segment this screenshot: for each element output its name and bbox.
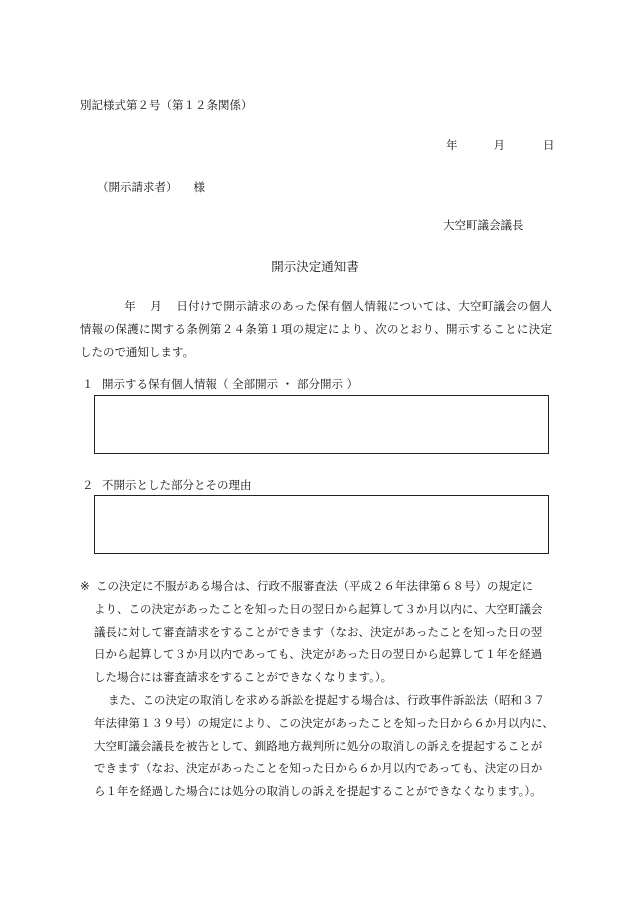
notice-line: ら１年を経過した場合には処分の取消しの訴えを提起することができなくなります。）。	[94, 784, 542, 799]
notice-line: 年法律第１３９号）の規定により、この決定があったことを知った日から６か月以内に、	[94, 715, 554, 730]
notice-line: 日から起算して３か月以内であっても、決定があった日の翌日から起算して１年を経過	[94, 647, 543, 662]
date-month: 月	[493, 138, 505, 152]
section-2-heading	[82, 477, 252, 493]
addressee	[97, 179, 205, 195]
addressee-name: （開示請求者）	[97, 180, 178, 194]
notice-line: 議長に対して審査請求をすることができます（なお、決定があったことを知った日の翌	[94, 624, 543, 639]
form-label: 別記様式第２号（第１２条関係）	[80, 98, 253, 112]
body-line: 年 月 日付けで開示請求のあった保有個人情報については、大空町議会の個人	[124, 299, 553, 313]
date-day: 日	[543, 138, 555, 152]
sender: 大空町議会議長	[443, 218, 524, 232]
section-1-box	[94, 395, 549, 454]
body-line: したので通知します。	[80, 345, 195, 359]
section-label: 開示する保有個人情報（ 全部開示 ・ 部分開示 ）	[102, 377, 359, 391]
section-number: １	[82, 377, 94, 391]
body-paragraph	[80, 295, 552, 364]
notice-line: できます（なお、決定があったことを知った日から６か月以内であっても、決定の日か	[94, 761, 543, 776]
notice-mark: ※	[80, 579, 90, 593]
section-label: 不開示とした部分とその理由	[102, 478, 252, 492]
notice-line: また、この決定の取消しを求める訴訟を提起する場合は、行政事件訴訟法（昭和３７	[108, 692, 545, 707]
section-2-box	[94, 495, 549, 554]
body-month: 月	[150, 299, 163, 313]
notice-line: した場合には審査請求をすることができなくなります。）。	[94, 670, 393, 685]
section-number: ２	[82, 478, 94, 492]
document-title: 開示決定通知書	[271, 259, 359, 274]
notice-line: より、この決定があったことを知った日の翌日から起算して３か月以内に、大空町議会	[94, 601, 543, 616]
notice-line: 大空町議会議長を被告として、釧路地方裁判所に処分の取消しの訴えを提起することが	[94, 738, 543, 753]
date-year: 年	[446, 138, 458, 152]
body-line: 情報の保護に関する条例第２４条第１項の規定により、次のとおり、開示することに決定	[80, 322, 552, 336]
notice-paragraph	[80, 575, 556, 803]
addressee-suffix: 様	[193, 180, 205, 194]
notice-line: ※ この決定に不服がある場合は、行政不服審査法（平成２６年法律第６８号）の規定に	[80, 575, 556, 598]
date-line	[446, 137, 555, 153]
body-year: 年	[124, 299, 137, 313]
section-1-heading	[82, 376, 358, 392]
